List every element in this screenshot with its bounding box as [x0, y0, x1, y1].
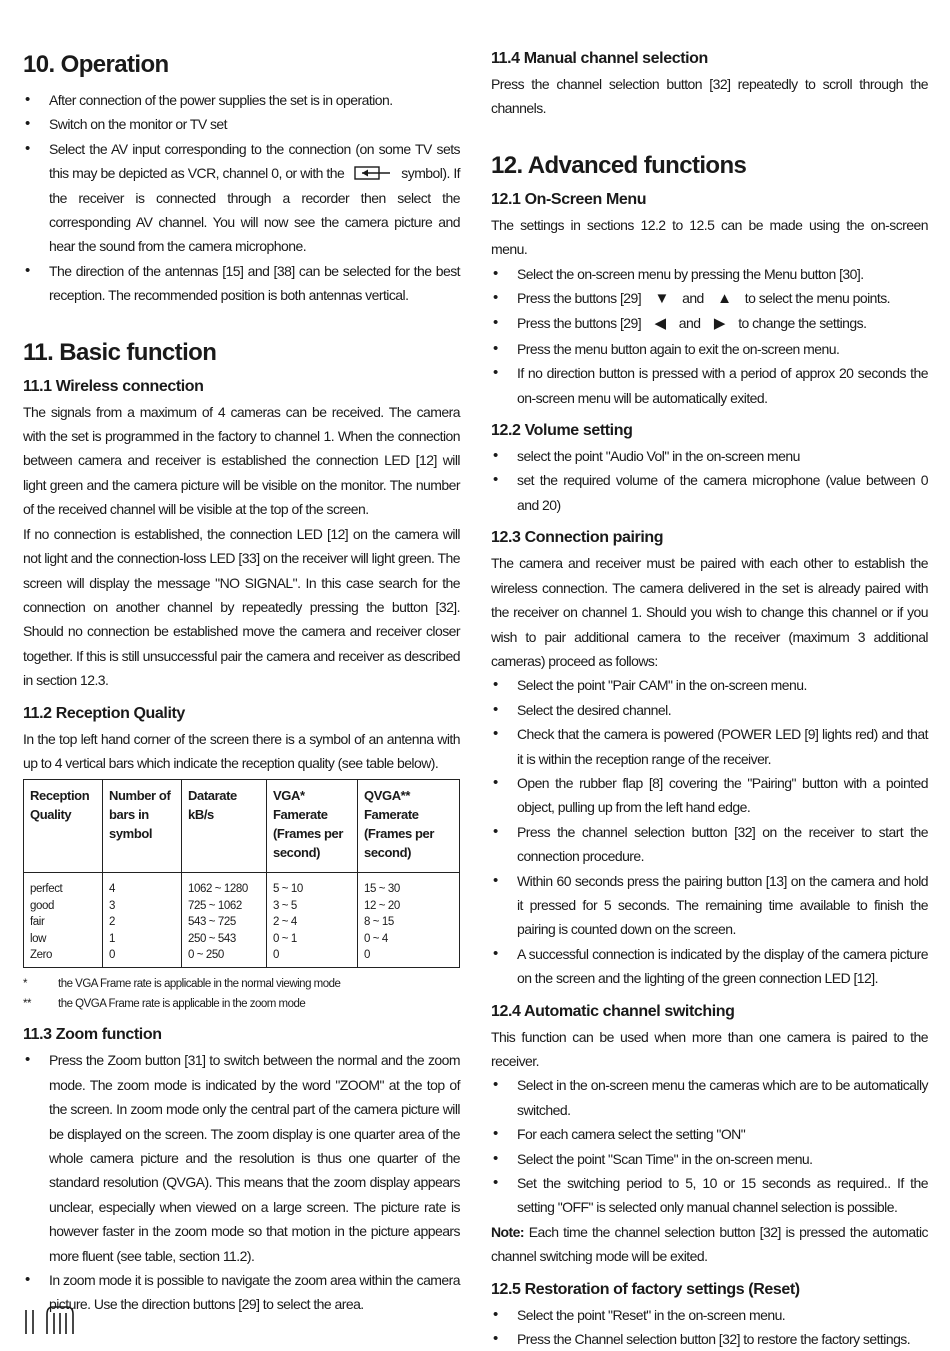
footnote-mark: *: [23, 978, 27, 991]
av-input-symbol-icon: [354, 166, 392, 180]
list-item-text: Select the AV input corresponding to the connection (on some TV sets this may be depicted as VCR, channel 0, or with the: [49, 140, 460, 182]
section-12-2-title: 12.2 Volume setting: [491, 422, 633, 440]
list-item: • Check that the camera is powered (POWER LED [9] lights red) and that it is within the reception range of the receiver.: [491, 722, 928, 771]
table-header: QVGA** Famerate (Frames per second): [358, 780, 460, 873]
list-item: [491, 286, 928, 311]
list-item: • Select the on-screen menu by pressing the Menu button [30].: [491, 262, 928, 286]
list-item-text: symbol). If the receiver is connected through a recorder then select the corresponding AV channel. You will now see the camera picture and hear the sound from the camera microphone.: [49, 165, 461, 255]
left-column: [23, 48, 460, 1317]
table-value: 15 ~ 30: [364, 883, 400, 896]
section-11-2-title: 11.2 Reception Quality: [23, 704, 185, 722]
list-item-text: to change the settings.: [738, 315, 867, 332]
table-cell-qvga: [358, 873, 460, 968]
section-12-4-title: 12.4 Automatic channel switching: [491, 1002, 735, 1020]
section-10-title: 10. Operation: [23, 51, 169, 78]
section-12-5-title: 12.5 Restoration of factory settings (Reset): [491, 1280, 800, 1298]
table-value: 5 ~ 10: [273, 883, 303, 896]
list-item: • Select the point "Reset" in the on-screen menu.: [491, 1303, 928, 1327]
table-value: 0: [364, 948, 370, 961]
table-value: 8 ~ 15: [364, 916, 394, 929]
section-12-3-paragraph: The camera and receiver must be paired with each other to establish the wireless connection. The camera delivered in the set is already paired with the receiver on channel 1. Should you wish to change this channel or if you wish to pair additional camera to the receiver (maximum 3 additional cameras) proceed as follows:: [491, 555, 928, 669]
list-item-text: and: [682, 290, 704, 307]
list-item: • Press the Channel selection button [32] to restore the factory settings.: [491, 1327, 928, 1351]
section-11-3-list: [23, 1048, 460, 1316]
list-item: • In zoom mode it is possible to navigate the zoom area within the camera picture. Use the direction buttons [29] to select the area.: [23, 1268, 460, 1317]
section-12-title: 12. Advanced functions: [491, 151, 747, 179]
list-item: • If no direction button is pressed with a period of approx 20 seconds the on-screen menu will be automatically exited.: [491, 361, 928, 410]
section-11-title: 11. Basic function: [23, 338, 217, 366]
table-header: VGA* Famerate (Frames per second): [267, 780, 358, 873]
table-value: 3 ~ 5: [273, 899, 297, 912]
section-12-3-list: [491, 673, 928, 990]
list-item-text: to select the menu points.: [744, 290, 891, 307]
table-value: 2 ~ 4: [273, 916, 297, 929]
section-12-1-title: 12.1 On-Screen Menu: [491, 190, 647, 208]
section-12-5-list: [491, 1303, 928, 1351]
section-12-1-list: [491, 262, 928, 410]
table-value: 250 ~ 543: [188, 932, 236, 945]
list-item-text: and: [678, 315, 701, 332]
section-11-1-title: 11.1 Wireless connection: [23, 377, 204, 395]
triangle-up-icon: ▲: [717, 290, 732, 308]
footnote-mark: **: [23, 998, 31, 1011]
table-footnote-vga: [23, 974, 460, 994]
triangle-right-icon: ▶: [713, 315, 725, 333]
table-value: 0: [273, 948, 279, 961]
list-item: [491, 311, 928, 336]
list-item: • Press the Zoom button [31] to switch between the normal and the zoom mode. The zoom mode is indicated by the word "ZOOM" at the top of the screen. In zoom mode only the central part of the camera picture will be displayed on the screen. The zoom display is one quarter area of the whole camera picture and the resolution is thus one quarter of the standard resolution (QVGA). This means that the zoom display appears unclear, especially when viewed on a large screen. The picture rate is however faster in the zoom mode so that motion in the picture appears more fluent (see table, section 11.2).: [23, 1048, 460, 1268]
page-number-11-glyph: [23, 1304, 83, 1334]
table-header: Number of bars in symbol: [103, 780, 182, 873]
reception-quality-table: [23, 779, 460, 968]
list-item: • After connection of the power supplies the set is in operation.: [23, 88, 460, 112]
list-item: • Select the point "Scan Time" in the on-screen menu.: [491, 1147, 928, 1171]
note-label: Note:: [491, 1223, 525, 1240]
table-value: 0 ~ 4: [364, 932, 388, 945]
list-item: • Press the menu button again to exit the on-screen menu.: [491, 337, 928, 361]
section-11-4-paragraph: Press the channel selection button [32] repeatedly to scroll through the channels.: [491, 76, 928, 117]
table-value: 0 ~ 250: [188, 948, 224, 961]
table-value: 1: [109, 932, 115, 945]
footnote-text: the VGA Frame rate is applicable in the normal viewing mode: [58, 978, 341, 991]
section-11-3-title: 11.3 Zoom function: [23, 1026, 162, 1044]
list-item: • select the point "Audio Vol" in the on-screen menu: [491, 444, 928, 468]
table-value: Zero: [30, 948, 53, 961]
triangle-left-icon: ◀: [654, 315, 666, 333]
table-value: 4: [109, 883, 115, 896]
section-12-2-list: [491, 444, 928, 517]
section-10-list: [23, 88, 460, 308]
table-value: 0: [109, 948, 115, 961]
note-text: Each time the channel selection button [32] is pressed the automatic channel switching mode will be exited.: [491, 1223, 929, 1265]
section-12-4-list: [491, 1073, 928, 1219]
section-12-4-paragraph: This function can be used when more than one camera is paired to the receiver.: [491, 1028, 928, 1069]
list-item-text: Press the buttons [29]: [517, 315, 642, 332]
table-value: 12 ~ 20: [364, 899, 400, 912]
table-value: 1062 ~ 1280: [188, 883, 248, 896]
section-12-1-paragraph: The settings in sections 12.2 to 12.5 can be made using the on-screen menu.: [491, 216, 928, 258]
section-11-1-paragraph-2: If no connection is established, the connection LED [12] on the camera will not light and the connection-loss LED [33] on the receiver will light green. The screen will display the message "NO SIGNAL". In this case search for the connection on another channel by repeatedly pressing the button [32]. Should no connection be established move the camera and receiver closer together. If this is still unsuccessful pair the camera and receiver as described in section 12.3.: [23, 525, 460, 689]
table-header: Reception Quality: [24, 780, 103, 873]
table-value: low: [30, 932, 47, 945]
list-item: • A successful connection is indicated by the display of the camera picture on the screen and the lighting of the green connection LED [12].: [491, 942, 928, 991]
list-item: • Select in the on-screen menu the cameras which are to be automatically switched.: [491, 1073, 928, 1122]
table-footnote-qvga: [23, 994, 460, 1014]
list-item: • Set the switching period to 5, 10 or 15 seconds as required.. If the setting "OFF" is selected only manual channel selection is possible.: [491, 1171, 928, 1220]
section-12-4-note: [491, 1220, 928, 1269]
section-11-4-title: 11.4 Manual channel selection: [491, 50, 708, 67]
list-item-text: Press the buttons [29]: [517, 290, 642, 307]
right-column: [491, 48, 928, 1351]
list-item: [23, 137, 460, 259]
list-item: • set the required volume of the camera microphone (value between 0 and 20): [491, 468, 928, 517]
table-value: good: [30, 899, 54, 912]
table-value: perfect: [30, 883, 63, 896]
table-cell-bars: [103, 873, 182, 968]
table-cell-vga: [267, 873, 358, 968]
triangle-down-icon: ▼: [654, 290, 669, 308]
table-cell-datarate: [182, 873, 267, 968]
table-value: fair: [30, 916, 45, 929]
section-11-2-paragraph: In the top left hand corner of the screen there is a symbol of an antenna with up to 4 vertical bars which indicate the reception quality (see table below).: [23, 730, 460, 771]
list-item: • Press the channel selection button [32] on the receiver to start the connection procedure.: [491, 820, 928, 869]
section-11-1-paragraph-1: The signals from a maximum of 4 cameras can be received. The camera with the set is programmed in the factory to channel 1. When the connection between camera and receiver is established the connection LED [12] will light green and the camera picture will be visible on the monitor. The number of the received channel will be visible at the top of the screen.: [23, 403, 460, 518]
list-item: • Switch on the monitor or TV set: [23, 112, 460, 136]
section-12-3-title: 12.3 Connection pairing: [491, 529, 664, 547]
table-value: 3: [109, 899, 115, 912]
list-item: • Select the point "Pair CAM" in the on-screen menu.: [491, 673, 928, 697]
list-item: • Select the desired channel.: [491, 698, 928, 722]
table-value: 2: [109, 916, 115, 929]
table-value: 725 ~ 1062: [188, 899, 242, 912]
list-item: • Within 60 seconds press the pairing button [13] on the camera and hold it pressed for 5 seconds. The remaining time available to finish the pairing is counted down on the screen.: [491, 869, 928, 942]
table-value: 543 ~ 725: [188, 916, 236, 929]
table-value: 0 ~ 1: [273, 932, 297, 945]
footnote-text: the QVGA Frame rate is applicable in the zoom mode: [58, 998, 306, 1011]
list-item: • Open the rubber flap [8] covering the "Pairing" button with a pointed object, pulling up from the left hand edge.: [491, 771, 928, 820]
table-header: Datarate kB/s: [182, 780, 267, 873]
list-item: • For each camera select the setting "ON": [491, 1122, 928, 1146]
list-item: • The direction of the antennas [15] and [38] can be selected for the best reception. The recommended position is both antennas vertical.: [23, 259, 460, 308]
table-cell-quality: [24, 873, 103, 968]
